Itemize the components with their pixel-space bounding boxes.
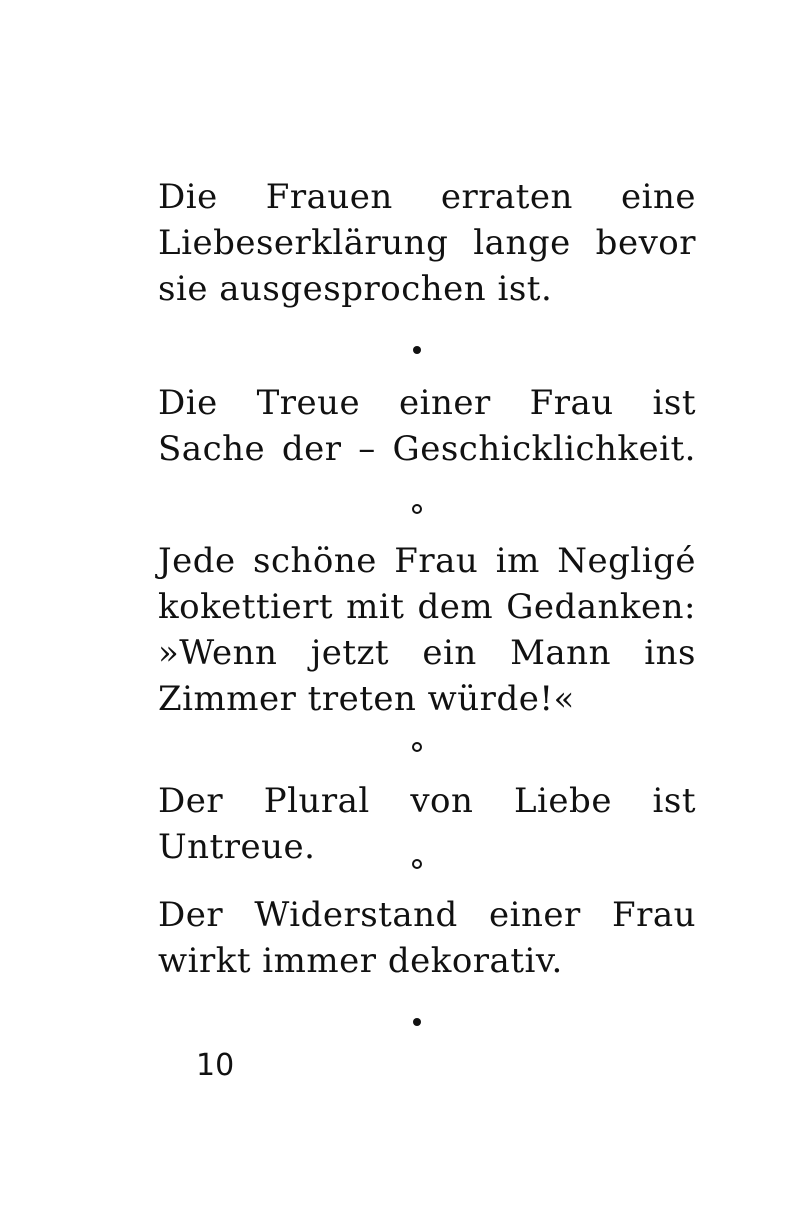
text-line: Jede schöne Frau im Negligé: [158, 541, 696, 581]
separator-dot: [405, 1012, 429, 1030]
text-line: »Wenn jetzt ein Mann ins: [158, 633, 696, 673]
text-line: Der Plural von Liebe ist: [158, 781, 696, 821]
text-line: Sache der – Geschicklichkeit.: [158, 429, 696, 469]
text-line: Liebeserklärung lange bevor: [158, 223, 696, 263]
text-line: sie ausgesprochen ist.: [158, 269, 553, 309]
separator-ring: [405, 500, 429, 518]
separator-ring: [405, 855, 429, 873]
page-number: 10: [196, 1048, 235, 1083]
dot-ornament-icon: [413, 1018, 421, 1026]
ring-ornament-icon: [412, 859, 422, 869]
separator-ring: [405, 738, 429, 756]
text-line: kokettiert mit dem Gedanken:: [158, 587, 696, 627]
text-line: Zimmer treten würde!«: [158, 679, 575, 719]
aphorism-3: [158, 538, 696, 722]
dot-ornament-icon: [413, 346, 421, 354]
ring-ornament-icon: [412, 504, 422, 514]
text-line: Der Widerstand einer Frau: [158, 895, 696, 935]
separator-dot: [405, 340, 429, 358]
aphorism-2: [158, 380, 696, 472]
aphorism-5: [158, 892, 696, 984]
text-line: Untreue.: [158, 827, 316, 867]
text-line: Die Frauen erraten eine: [158, 177, 696, 217]
text-line: Die Treue einer Frau ist: [158, 383, 696, 423]
ring-ornament-icon: [412, 742, 422, 752]
aphorism-1: [158, 174, 696, 312]
text-line: wirkt immer dekorativ.: [158, 941, 563, 981]
